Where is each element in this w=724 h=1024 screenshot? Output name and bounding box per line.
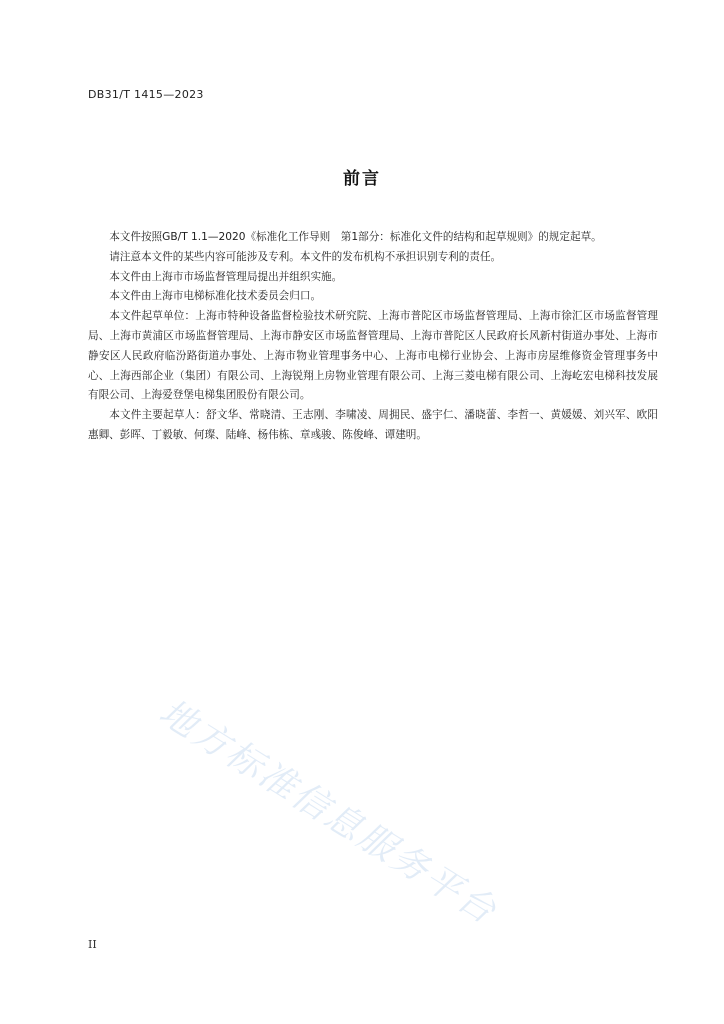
foreword-body — [88, 228, 658, 446]
paragraph-proposer: 本文件由上海市市场监督管理局提出并组织实施。 — [109, 270, 343, 283]
paragraph-drafters: 本文件主要起草人：舒文华、常晓清、王志刚、李啸凌、周拥民、盛宇仁、潘晓蕾、李哲一、黄媛媛、刘兴军、欧阳惠卿、彭晖、丁毅敏、何璨、陆峰、杨伟栋、章彧骏、陈俊峰、谭建明。 — [88, 409, 658, 441]
page-title: 前言 — [343, 169, 381, 189]
page-number: II — [88, 938, 97, 951]
paragraph-drafting-rules: 本文件按照GB/T 1.1—2020《标准化工作导则 第1部分：标准化文件的结构和起草规则》的规定起草。 — [109, 231, 602, 243]
document-code: DB31/T 1415—2023 — [88, 88, 204, 101]
paragraph-committee: 本文件由上海市电梯标准化技术委员会归口。 — [109, 290, 322, 303]
watermark-text: 地方标准信息服务平台 — [152, 691, 505, 934]
paragraph-drafting-units: 本文件起草单位：上海市特种设备监督检验技术研究院、上海市普陀区市场监督管理局、上海市徐汇区市场监督管理局、上海市黄浦区市场监督管理局、上海市静安区市场监督管理局、上海市普陀区人民政府长风新村街道办事处、上海市静安区人民政府临汾路街道办事处、上海市物业管理事务中心、上海市电梯行业协会、上海市房屋维修资金管理事务中心、上海西部企业（集团）有限公司、上海锐翔上房物业管理有限公司、上海三菱电梯有限公司、上海屹宏电梯科技发展有限公司、上海爱登堡电梯集团股份有限公司。 — [88, 310, 658, 402]
paragraph-patent-notice: 请注意本文件的某些内容可能涉及专利。本文件的发布机构不承担识别专利的责任。 — [109, 250, 502, 263]
